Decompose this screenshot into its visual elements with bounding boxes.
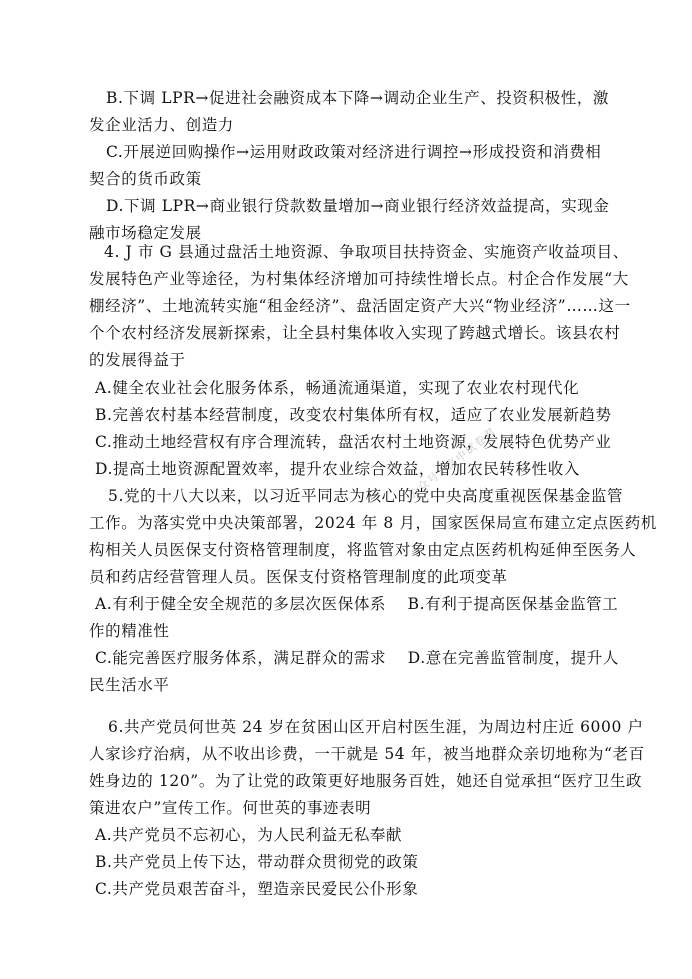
q6-option-a: A.共产党员不忘初心，为人民利益无私奉献 [95,826,403,844]
q6-option-b: B.共产党员上传下达，带动群众贯彻党的政策 [95,853,419,871]
q4-stem-line-5: 的发展得益于 [89,351,186,369]
q5-stem-line-4: 员和药店经营管理人员。医保支付资格管理制度的此项变革 [89,568,508,586]
q3-option-b-line-1: B.下调 LPR→促进社会融资成本下降→调动企业生产、投资积极性，激 [106,89,610,107]
q5-option-ab-line-2: 作的精准性 [89,622,170,640]
q6-stem-line-1: 6.共产党员何世英 24 岁在贫困山区开启村医生涯，为周边村庄近 6000 户 [108,718,644,736]
q3-option-c-line-1: C.开展逆回购操作→运用财政政策对经济进行调控→形成投资和消费相 [106,143,602,161]
q4-stem-line-3: 棚经济”、土地流转实施“租金经济”、盘活固定资产大兴“物业经济”……这一 [89,297,631,315]
q5-option-cd-line-2: 民生活水平 [89,676,170,694]
q5-stem-line-2: 工作。为落实党中央决策部署，2024 年 8 月，国家医保局宣布建立定点医药机 [89,514,657,532]
q6-option-c: C.共产党员艰苦奋斗，塑造亲民爱民公仆形象 [95,880,419,898]
q4-stem-line-4: 个个农村经济发展新探索，让全县村集体收入实现了跨越式增长。该县农村 [89,324,621,342]
q3-option-d-line-2: 融市场稳定发展 [89,224,202,242]
q3-option-d-line-1: D.下调 LPR→商业银行贷款数量增加→商业银行经济效益提高，实现金 [106,197,610,215]
q4-stem-line-1: 4. J 市 G 县通过盘活土地资源、争取项目扶持资金、实施资产收益项目、 [104,243,629,261]
q3-option-b-line-2: 发企业活力、创造力 [89,116,234,134]
q4-option-b: B.完善农村基本经营制度，改变农村集体所有权，适应了农业发展新趋势 [95,406,612,424]
q4-stem-line-2: 发展特色产业等途径，为村集体经济增加可持续性增长点。村企合作发展“大 [89,270,629,288]
q5-option-ab-line-1: A.有利于健全安全规范的多层次医保体系 B.有利于提高医保基金监管工 [95,595,619,613]
q3-option-c-line-2: 契合的货币政策 [89,170,202,188]
q6-stem-line-2: 人家诊疗治病，从不收出诊费，一干就是 54 年，被当地群众亲切地称为“老百 [89,745,645,763]
q5-stem-line-1: 5.党的十八大以来，以习近平同志为核心的党中央高度重视医保基金监管 [108,487,624,505]
watermark: 公众号：高中试卷君 [405,425,499,502]
q4-option-a: A.健全农业社会化服务体系，畅通流通渠道，实现了农业农村现代化 [95,379,580,397]
q6-stem-line-3: 姓身边的 120”。为了让党的政策更好地服务百姓，她还自觉承担“医疗卫生政 [89,772,643,790]
q5-option-cd-line-1: C.能完善医疗服务体系，满足群众的需求 D.意在完善监管制度，提升人 [95,649,619,667]
q6-stem-line-4: 策进农户”宣传工作。何世英的事迹表明 [89,799,372,817]
q4-option-c: C.推动土地经营权有序合理流转，盘活农村土地资源，发展特色优势产业 [95,433,612,451]
q5-stem-line-3: 构相关人员医保支付资格管理制度，将监管对象由定点医药机构延伸至医务人 [89,541,637,559]
q4-option-d: D.提高土地资源配置效率，提升农业综合效益，增加农民转移性收入 [95,460,580,478]
